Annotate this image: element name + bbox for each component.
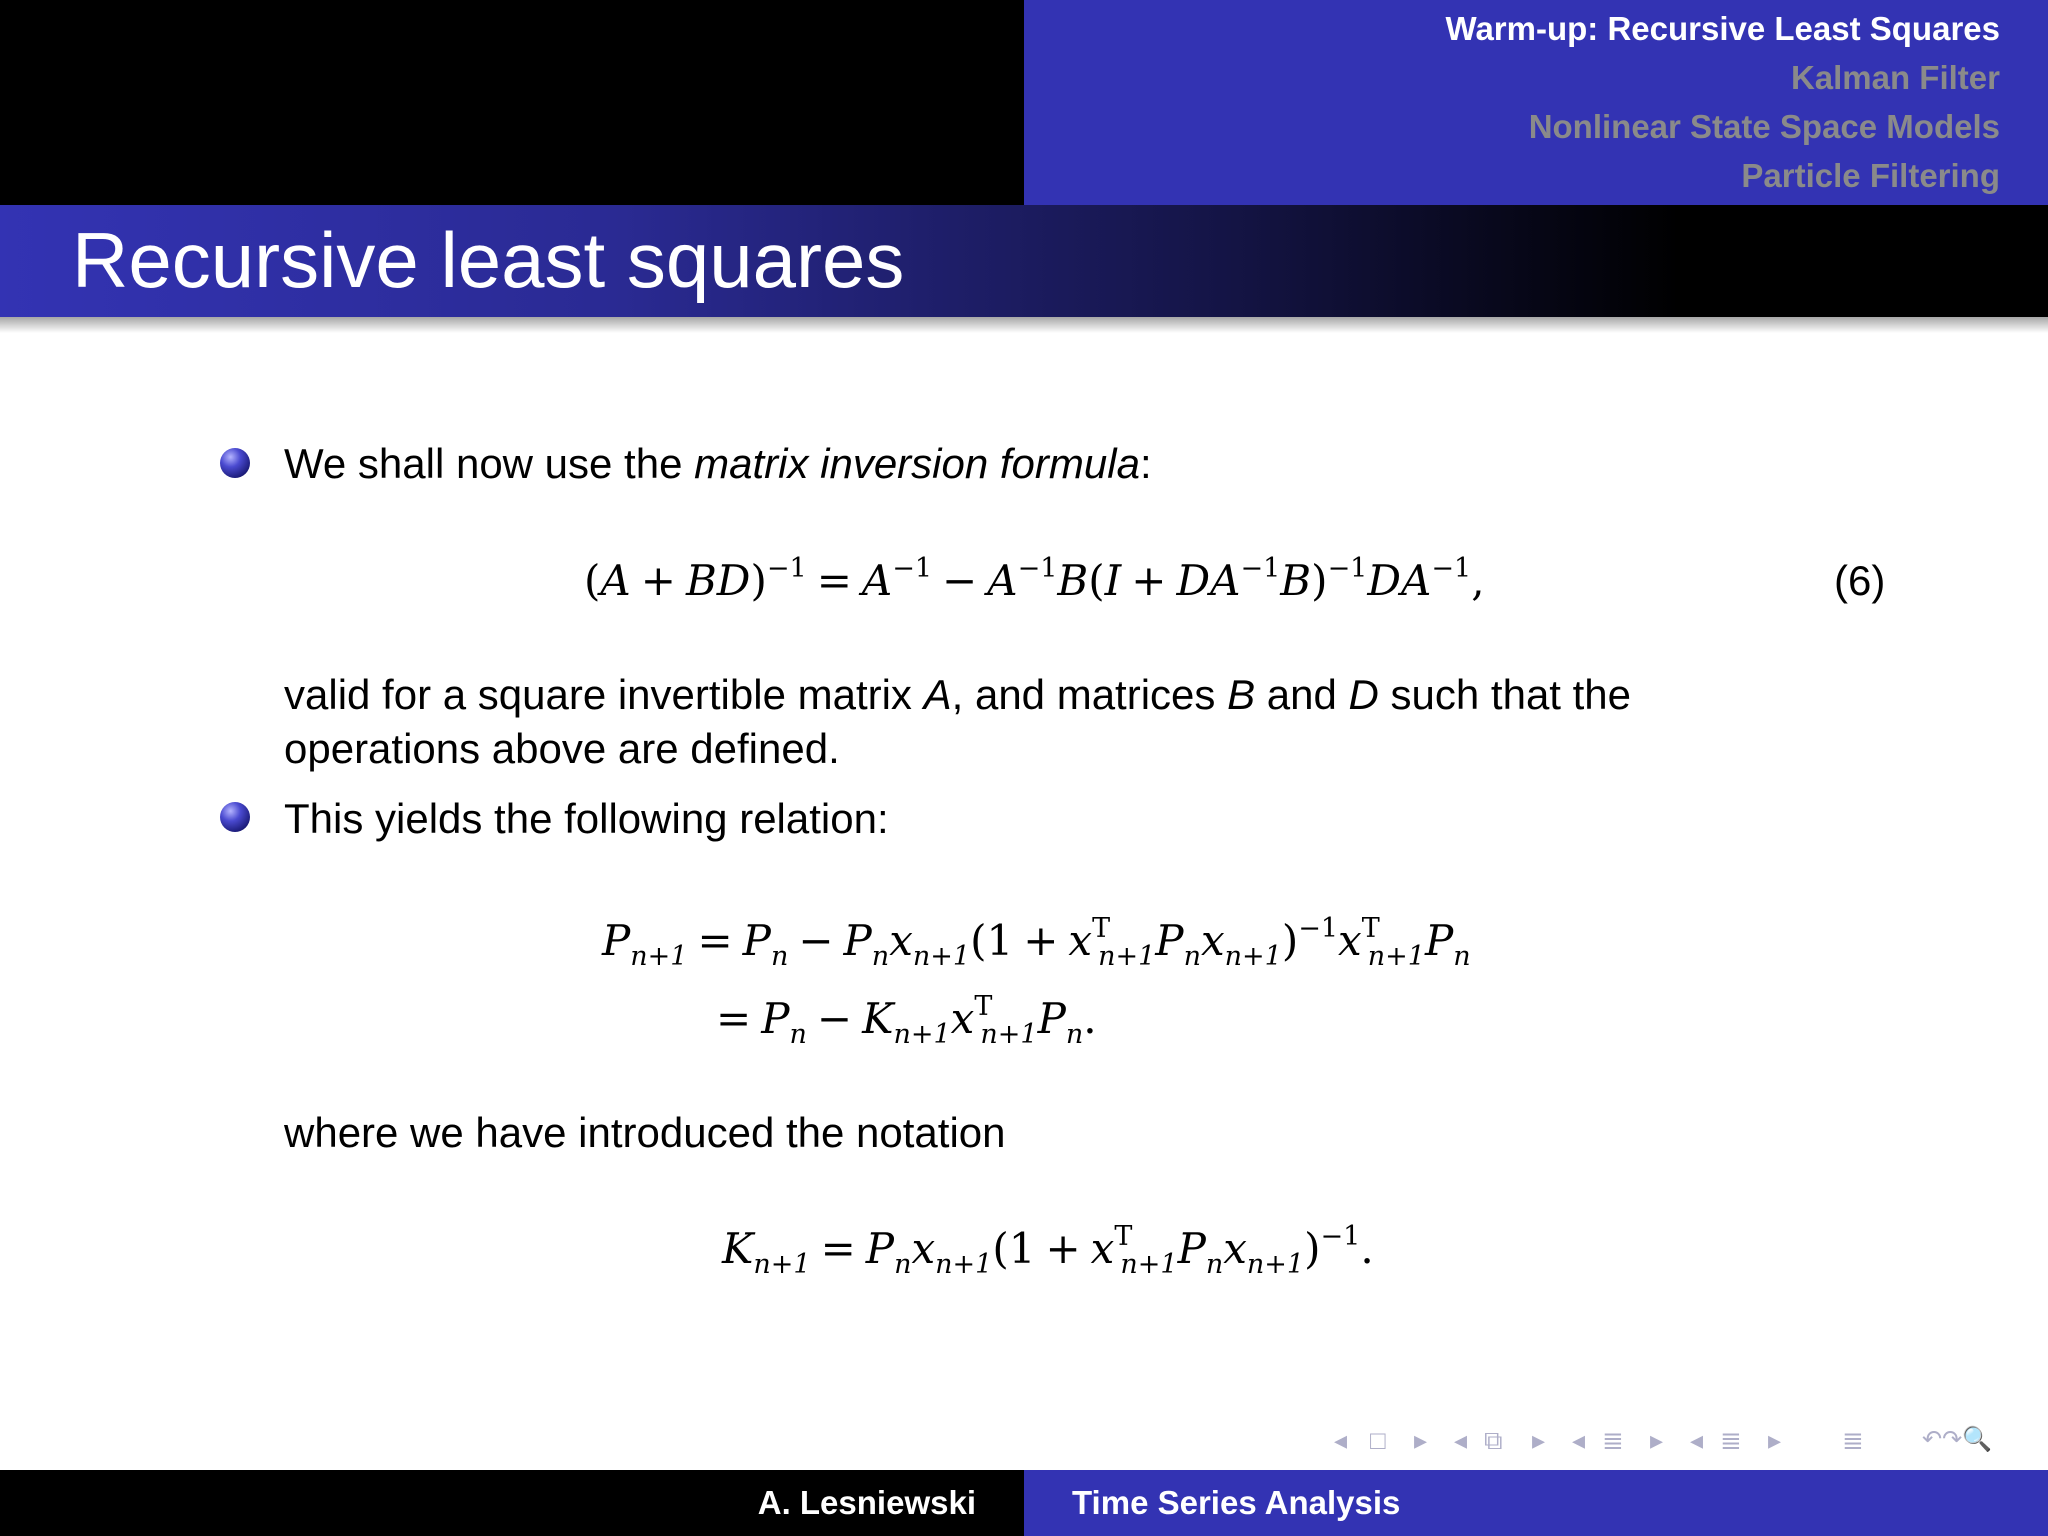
footer-author: A. Lesniewski bbox=[757, 1484, 976, 1521]
nav-frame-prev-icon[interactable]: ◂ bbox=[1334, 1425, 1348, 1455]
nav-align-icon[interactable]: ≣ bbox=[1842, 1425, 1864, 1455]
nav-section-warmup[interactable]: Warm-up: Recursive Least Squares bbox=[1445, 10, 2000, 47]
nav-frame-icon[interactable]: □ bbox=[1370, 1425, 1386, 1455]
title-shadow bbox=[0, 317, 2048, 333]
nav-section-kalman[interactable]: Kalman Filter bbox=[1790, 59, 2000, 96]
nav-section-icon[interactable]: ≣ bbox=[1602, 1425, 1624, 1455]
equation-p-update-line2: = $P_n - K_{n+1}x^T_{n+1}P_n$. bbox=[716, 991, 1097, 1050]
nav-section-prev-icon[interactable]: ◂ bbox=[1572, 1425, 1586, 1455]
equation-kalman-gain: $K_{n+1} = P_nx_{n+1}(1 + x^T_{n+1}P_nx_{n+1})^{-1}$. bbox=[722, 1221, 1374, 1280]
nav-presentation-icon[interactable]: ≣ bbox=[1720, 1425, 1742, 1455]
header-left-panel bbox=[0, 0, 1024, 205]
notation-text: where we have introduced the notation bbox=[284, 1109, 1006, 1156]
nav-subsection-next-icon[interactable]: ▸ bbox=[1532, 1425, 1546, 1455]
nav-subsection-icon[interactable]: ⧉ bbox=[1484, 1425, 1503, 1455]
nav-presentation-prev-icon[interactable]: ◂ bbox=[1690, 1425, 1704, 1455]
equation-matrix-inversion: $(A + BD)^{-1} = A^{-1} - A^{-1}B(I + DA^{-1}B)^{-1}DA^{-1}$, bbox=[584, 553, 1485, 605]
footer-title: Time Series Analysis bbox=[1072, 1484, 1401, 1521]
valid-text-line1: valid for a square invertible matrix A, and matrices B and D such that the bbox=[284, 671, 1632, 718]
equation-p-update-line1: $P_{n+1} = P_n - P_nx_{n+1}(1 + x^T_{n+1}P_nx_{n+1})^{-1}x^T_{n+1}P_n$ bbox=[602, 913, 1471, 972]
valid-text-line2: operations above are defined. bbox=[284, 725, 840, 772]
equation-number: (6) bbox=[1834, 557, 1886, 604]
bullet-ball bbox=[220, 448, 250, 478]
frame-title: Recursive least squares bbox=[72, 216, 905, 304]
emphasis-text: matrix inversion formula bbox=[694, 440, 1140, 487]
nav-presentation-next-icon[interactable]: ▸ bbox=[1768, 1425, 1782, 1455]
nav-back-forward-search-icon[interactable]: ↶↷🔍 bbox=[1922, 1426, 1993, 1453]
bullet-ball bbox=[220, 802, 250, 832]
bullet1-text: We shall now use the matrix inversion formula: bbox=[284, 440, 1152, 487]
nav-frame-next-icon[interactable]: ▸ bbox=[1414, 1425, 1428, 1455]
nav-section-particle[interactable]: Particle Filtering bbox=[1741, 157, 2000, 194]
nav-subsection-prev-icon[interactable]: ◂ bbox=[1454, 1425, 1468, 1455]
nav-section-nonlinear[interactable]: Nonlinear State Space Models bbox=[1528, 108, 2000, 145]
nav-section-next-icon[interactable]: ▸ bbox=[1650, 1425, 1664, 1455]
bullet2-text: This yields the following relation: bbox=[284, 795, 889, 842]
